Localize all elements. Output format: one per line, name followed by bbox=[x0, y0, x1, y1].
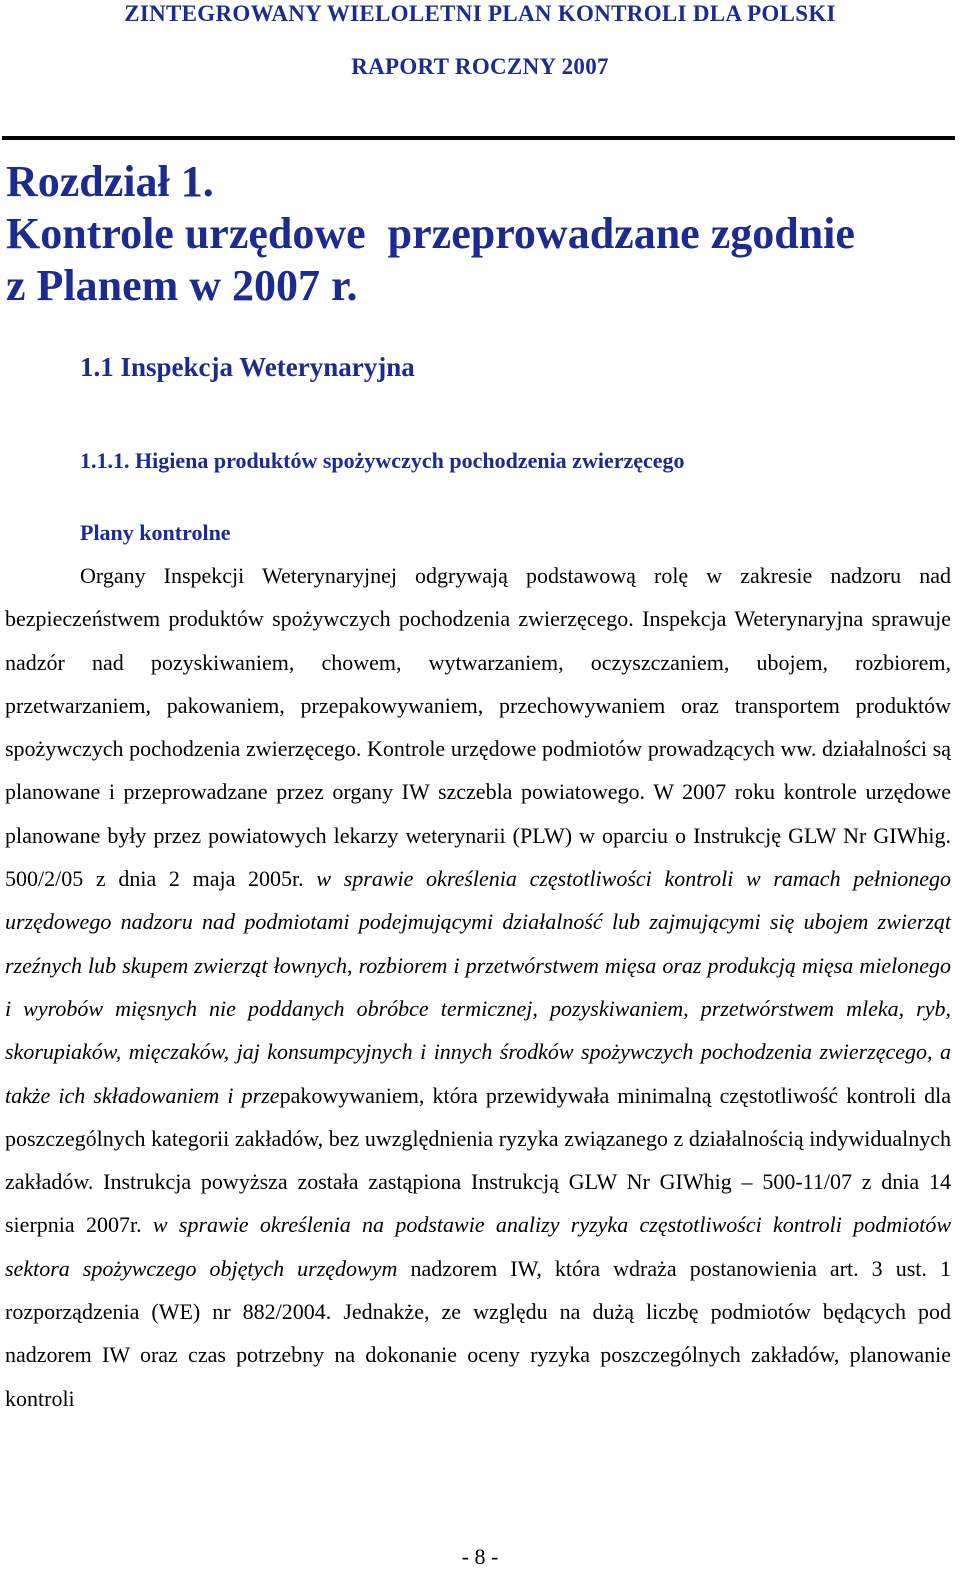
body-italic-instruction-title-2: w sprawie określenia na podstawie analizy ryzyka częstotliwości kontroli podmiotów sektora spożywczego objętych urzędowym bbox=[5, 1212, 951, 1281]
body-paragraph bbox=[5, 554, 951, 1420]
chapter-title-line3: z Planem w 2007 r. bbox=[6, 261, 358, 310]
header-divider bbox=[2, 136, 955, 140]
running-header-subtitle: RAPORT ROCZNY 2007 bbox=[351, 54, 609, 79]
section-title: 1.1 Inspekcja Weterynaryjna bbox=[80, 352, 415, 382]
plans-heading: Plany kontrolne bbox=[80, 520, 231, 545]
chapter-title bbox=[6, 156, 946, 312]
chapter-title-line2: Kontrole urzędowe przeprowadzane zgodnie bbox=[6, 209, 855, 258]
chapter-title-line1: Rozdział 1. bbox=[6, 157, 214, 206]
subsection-title: 1.1.1. Higiena produktów spożywczych pochodzenia zwierzęcego bbox=[80, 448, 685, 473]
body-text-segment-1: Organy Inspekcji Weterynaryjnej odgrywają podstawową rolę w zakresie nadzoru nad bezpieczeństwem produktów spożywczych pochodzenia zwierzęcego. Inspekcja Weterynaryjna sprawuje nadzór nad pozyskiwaniem, chowem, wytwarzaniem, oczyszczaniem, ubojem, rozbiorem, przetwarzaniem, pakowaniem, przepakowywaniem, przechowywaniem oraz transportem produktów spożywczych pochodzenia zwierzęcego. Kontrole urzędowe podmiotów prowadzących ww. działalności są planowane i przeprowadzane przez organy IW szczebla powiatowego. W 2007 roku kontrole urzędowe planowane były przez powiatowych lekarzy weterynarii (PLW) w oparciu o Instrukcję GLW Nr GIWhig. 500/2/05 z dnia 2 maja 2005r. bbox=[5, 563, 951, 892]
body-text-segment-3: pakowywaniem, która przewidywała minimalną częstotliwość kontroli dla poszczególnych kategorii zakładów, bez uwzględnienia ryzyka związanego z działalnością indywidualnych zakładów. Instrukcja powyższa została zastąpiona Instrukcją GLW Nr GIWhig – 500-11/07 z dnia 14 sierpnia 2007r. bbox=[5, 1082, 951, 1238]
body-text-segment-5: nadzorem IW, która wdraża postanowienia art. 3 ust. 1 rozporządzenia (WE) nr 882/2004. Jednakże, ze względu na dużą liczbę podmiotów będących pod nadzorem IW oraz czas potrzebny na dokonanie oceny ryzyka poszczególnych zakładów, planowanie kontroli bbox=[5, 1255, 951, 1411]
running-header-title: ZINTEGROWANY WIELOLETNI PLAN KONTROLI DLA POLSKI bbox=[124, 1, 836, 26]
body-italic-instruction-title-1: w sprawie określenia częstotliwości kontroli w ramach pełnionego urzędowego nadzoru nad podmiotami podejmującymi działalność lub zajmującymi się ubojem zwierząt rzeźnych lub skupem zwierząt łownych, rozbiorem i przetwórstwem mięsa oraz produkcją mięsa mielonego i wyrobów mięsnych nie poddanych obróbce termicznej, pozyskiwaniem, przetwórstwem mleka, ryb, skorupiaków, mięczaków, jaj konsumpcyjnych i innych środków spożywczych pochodzenia zwierzęcego, a także ich składowaniem i prze bbox=[5, 866, 952, 1108]
page-number: - 8 - bbox=[461, 1544, 499, 1569]
